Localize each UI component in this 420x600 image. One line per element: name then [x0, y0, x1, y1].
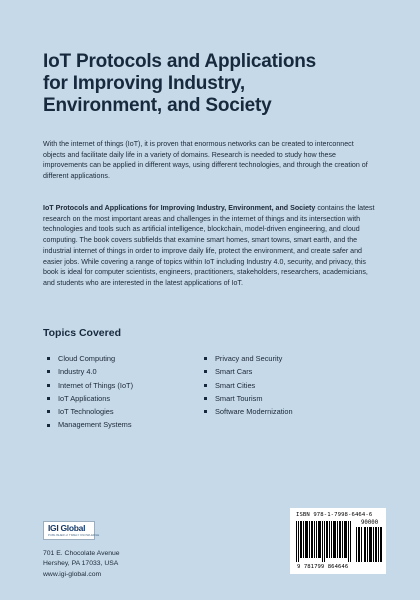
topics-left-list — [47, 352, 197, 432]
isbn-barcode — [290, 508, 386, 574]
topic-cloud-computing — [47, 352, 197, 365]
book-title — [43, 51, 383, 117]
topics-covered-heading: Topics Covered — [43, 327, 121, 339]
topic-smart-cars — [204, 365, 364, 378]
intro-paragraph: With the internet of things (IoT), it is proven that enormous networks can be created to interconnect objects and facilitate daily life in a variety of domains. Research is needed to study how these improvements can be applied in different ways, using different technologies, and through the creation of different applications. — [43, 140, 368, 181]
topic-software-modernization — [204, 405, 364, 418]
topic-label: Privacy and Security — [215, 354, 283, 363]
description-bold-title: IoT Protocols and Applications for Improving Industry, Environment, and Society — [43, 204, 316, 212]
topics-right-list — [204, 352, 364, 418]
square-bullet-icon — [47, 370, 50, 373]
barcode-number: 9 781799 864646 — [297, 564, 349, 570]
square-bullet-icon — [47, 357, 50, 360]
square-bullet-icon — [47, 397, 50, 400]
topic-label: Internet of Things (IoT) — [58, 380, 134, 390]
publisher-website: www.igi-global.com — [43, 571, 102, 578]
title-line-3: Environment, and Society — [43, 95, 272, 116]
square-bullet-icon — [47, 410, 50, 413]
topic-label: IoT Applications — [58, 393, 111, 403]
topic-smart-tourism — [204, 392, 364, 405]
description-text: contains the latest research on the most important areas and challenges in the internet of things and its intersection with technologies and tools such as artificial intelligence, blockchain, model-driven engineering, and cloud computing. The book covers subfields that examine smart homes, smart towns, smart earth, and the industrial internet of things in order to improve daily life, protect the environment, and create safer and easier jobs. While covering a range of topics within IoT including Industry 4.0, security, and privacy, this book is ideal for computer scientists, engineers, practitioners, stakeholders, researchers, academicians, and students who are interested in the latest applications of IoT. — [43, 204, 375, 287]
topic-label: Smart Tourism — [215, 393, 263, 403]
topic-label: Smart Cities — [215, 380, 256, 390]
title-line-1: IoT Protocols and Applications — [43, 51, 317, 72]
topic-iot-technologies — [47, 405, 197, 418]
topic-iot-applications — [47, 392, 197, 405]
topic-smart-cities — [204, 379, 364, 392]
topic-privacy-security — [204, 352, 364, 365]
square-bullet-icon — [47, 424, 50, 427]
square-bullet-icon — [47, 384, 50, 387]
square-bullet-icon — [204, 410, 207, 413]
topic-label: Management Systems — [58, 420, 132, 430]
publisher-address-line-2: Hershey, PA 17033, USA — [43, 560, 119, 567]
topic-management-systems — [47, 418, 197, 431]
topic-label: Cloud Computing — [58, 354, 116, 363]
publisher-logo-tagline: PUBLISHER of TIMELY KNOWLEDGE — [48, 533, 100, 537]
publisher-address-line-1: 701 E. Chocolate Avenue — [43, 550, 120, 557]
barcode-addon-number: 90000 — [361, 520, 379, 526]
description-paragraph — [43, 203, 377, 289]
square-bullet-icon — [204, 397, 207, 400]
isbn-label: ISBN 978-1-7998-6464-6 — [296, 512, 373, 518]
square-bullet-icon — [204, 357, 207, 360]
topic-label: Software Modernization — [215, 407, 293, 417]
title-line-2: for Improving Industry, — [43, 73, 245, 94]
topic-industry-4-0 — [47, 365, 197, 378]
topic-label: IoT Technologies — [58, 407, 114, 417]
topic-internet-of-things — [47, 379, 197, 392]
topic-label: Smart Cars — [215, 367, 253, 377]
square-bullet-icon — [204, 370, 207, 373]
square-bullet-icon — [204, 384, 207, 387]
topic-label: Industry 4.0 — [58, 367, 97, 377]
publisher-logo-text: IGI Global — [48, 523, 86, 533]
main-barcode-icon — [296, 521, 353, 562]
addon-barcode-icon — [356, 527, 382, 562]
igi-global-logo — [43, 521, 100, 540]
